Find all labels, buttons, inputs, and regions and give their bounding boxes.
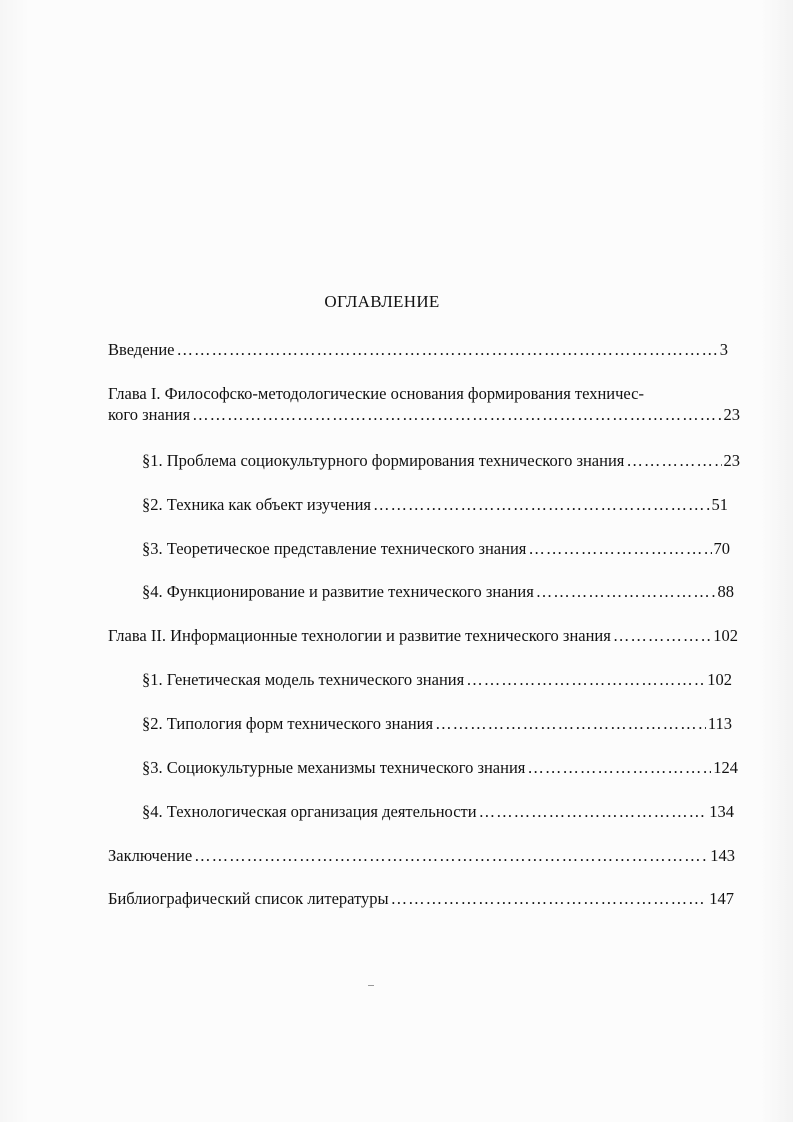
toc-entry-page: 102	[707, 670, 732, 689]
toc-entry-page: 88	[717, 582, 734, 601]
dot-leader	[192, 405, 721, 425]
toc-entry-page: 23	[723, 451, 740, 470]
toc-entry-label: Библиографический список литературы	[108, 889, 389, 908]
toc-entry-label: §1. Проблема социокультурного формирования технического знания	[142, 451, 625, 470]
dot-leader	[626, 451, 721, 471]
dot-leader	[528, 539, 711, 559]
toc-entry-page: 70	[713, 539, 730, 558]
toc-entry-ch1-sec1	[142, 451, 740, 471]
toc-entry-page: 51	[711, 495, 728, 514]
toc-entry-ch1-sec3	[142, 539, 730, 559]
toc-entry-chapter1-line1: Глава I. Философско-методологические основания формирования техничес-	[108, 384, 644, 403]
scan-speck	[368, 985, 374, 986]
toc-entry-label: §1. Генетическая модель технического знания	[142, 670, 465, 689]
dot-leader	[177, 340, 718, 360]
toc-entry-bibliography	[108, 889, 734, 909]
toc-entry-page: 102	[713, 626, 738, 645]
toc-entry-label: §2. Техника как объект изучения	[142, 495, 372, 514]
toc-entry-page: 143	[710, 846, 735, 865]
toc-entry-ch2-sec3	[142, 758, 738, 778]
dot-leader	[536, 582, 716, 602]
toc-entry-label: §2. Типология форм технического знания	[142, 714, 434, 733]
toc-entry-ch1-sec2	[142, 495, 728, 515]
dot-leader	[373, 495, 709, 515]
dot-leader	[466, 670, 705, 690]
dot-leader	[391, 889, 708, 909]
toc-entry-label: §4. Функционирование и развитие технического знания	[142, 582, 534, 601]
dot-leader	[613, 626, 711, 646]
toc-entry-page: 113	[707, 714, 732, 733]
toc-entry-ch2-sec1	[142, 670, 732, 690]
dot-leader	[194, 846, 708, 866]
toc-entry-page: 124	[713, 758, 738, 777]
dot-leader	[527, 758, 711, 778]
toc-entry-label: §3. Социокультурные механизмы технического знания	[142, 758, 526, 777]
toc-entry-ch2-sec2	[142, 714, 732, 734]
toc-entry-page: 23	[723, 405, 740, 424]
dot-leader	[479, 802, 708, 822]
toc-entry-label: §4. Технологическая организация деятельности	[142, 802, 477, 821]
toc-entry-ch2-sec4	[142, 802, 734, 822]
toc-entry-page: 147	[709, 889, 734, 908]
toc-entry-chapter1	[108, 405, 740, 425]
toc-entry-chapter2	[108, 626, 738, 646]
toc-entry-page: 3	[719, 340, 728, 359]
toc-entry-page: 134	[709, 802, 734, 821]
toc-entry-label: Введение	[108, 340, 175, 359]
dot-leader	[435, 714, 706, 734]
toc-entry-label: Глава II. Информационные технологии и развитие технического знания	[108, 626, 611, 645]
page-title: ОГЛАВЛЕНИЕ	[324, 292, 440, 311]
toc-entry-label: кого знания	[108, 405, 191, 424]
toc-entry-introduction	[108, 340, 728, 360]
toc-entry-ch1-sec4	[142, 582, 734, 602]
toc-entry-label: §3. Теоретическое представление технического знания	[142, 539, 527, 558]
toc-entry-label: Заключение	[108, 846, 193, 865]
toc-entry-conclusion	[108, 846, 735, 866]
